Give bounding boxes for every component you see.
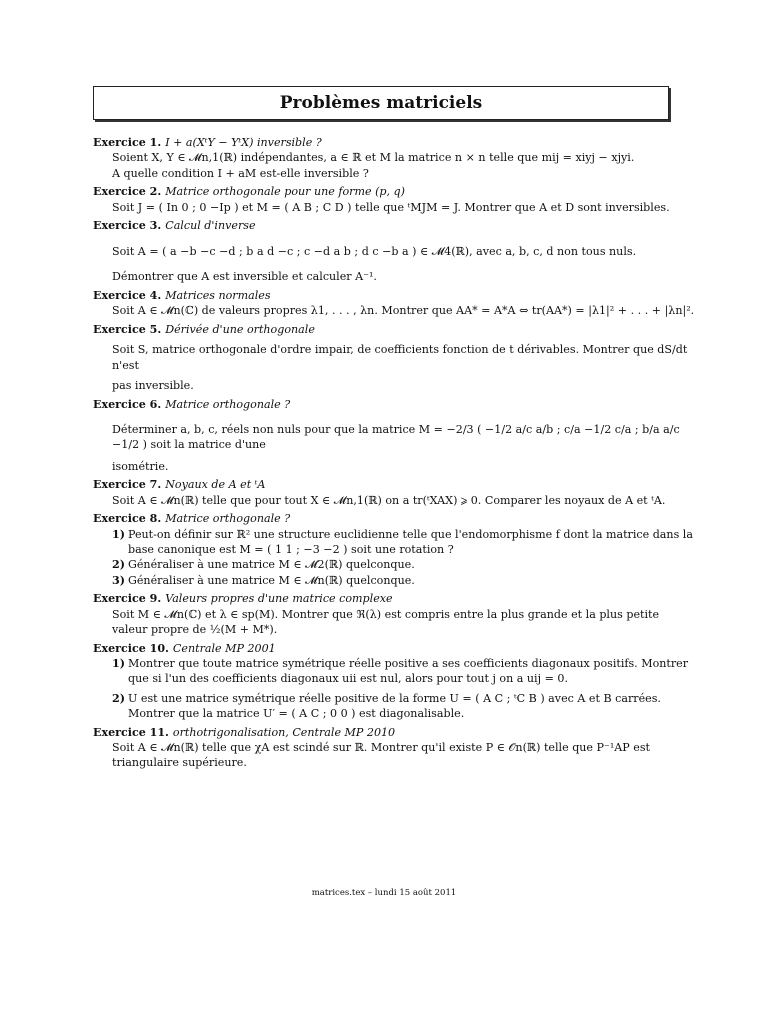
page-title: Problèmes matriciels <box>93 86 669 120</box>
exercise-9 <box>93 591 698 637</box>
item-number: 2) <box>112 691 125 705</box>
item-number: 1) <box>112 657 125 671</box>
exercise-label: Exercice 11. <box>93 725 169 739</box>
exercise-label: Exercice 8. <box>93 512 162 526</box>
list-item <box>112 691 698 722</box>
exercise-line: valeur propre de ½(M + M*). <box>112 623 278 637</box>
exercise-line: Déterminer a, b, c, réels non nuls pour que la matrice M = −2/3 ( −1/2 a/c a/b ; c/a −1/2 c/a ; b/a a/c −1/2 ) soit la matrice d'une <box>112 422 680 452</box>
exercise-label: Exercice 7. <box>93 478 162 492</box>
exercise-label: Exercice 1. <box>93 136 162 149</box>
item-text: Généraliser à une matrice M ∈ 𝓜2(ℝ) quelconque. <box>128 558 415 572</box>
exercise-line: Soit A ∈ 𝓜n(ℝ) telle que χA est scindé sur ℝ. Montrer qu'il existe P ∈ 𝒪n(ℝ) telle que P⁻¹AP est <box>112 741 651 755</box>
exercise-subtitle: Noyaux de A et ᵗA <box>165 478 266 492</box>
exercise-6 <box>93 397 698 474</box>
exercise-label: Exercice 9. <box>93 592 162 606</box>
item-text: U est une matrice symétrique réelle positive de la forme U = ( A C ; ᵗC B ) avec A et B carrées. Montrer que la matrice U′ = ( A C ; 0 0 ) est diagonalisable. <box>128 691 661 720</box>
exercise-line: Soit A = ( a −b −c −d ; b a d −c ; c −d a b ; d c −b a ) ∈ 𝓜4(ℝ), avec a, b, c, d non tous nuls. <box>112 244 637 258</box>
exercise-subtitle: Calcul d'inverse <box>165 219 256 233</box>
exercise-line: isométrie. <box>112 459 169 473</box>
exercise-subtitle: Dérivée d'une orthogonale <box>165 322 315 336</box>
exercise-5 <box>93 322 698 393</box>
item-number: 2) <box>112 558 125 572</box>
exercise-subtitle: Valeurs propres d'une matrice complexe <box>165 592 393 606</box>
exercise-list <box>93 135 698 774</box>
exercise-subtitle: I + a(XᵗY − YᵗX) inversible ? <box>165 136 322 149</box>
exercise-line: A quelle condition I + aM est-elle inversible ? <box>112 166 369 180</box>
exercise-line: Soit J = ( In 0 ; 0 −Ip ) et M = ( A B ; C D ) telle que ᵗMJM = J. Montrer que A et D sont inversibles. <box>112 200 670 214</box>
list-item <box>112 527 698 558</box>
item-number: 3) <box>112 573 125 587</box>
exercise-label: Exercice 6. <box>93 397 162 411</box>
item-text: Montrer que toute matrice symétrique réelle positive a ses coefficients diagonaux positifs. Montrer que si l'un des coefficients diagonaux uii est nul, alors pour tout j on a uij = 0. <box>128 657 689 686</box>
exercise-subtitle: orthotrigonalisation, Centrale MP 2010 <box>172 725 396 739</box>
exercise-line: Soit A ∈ 𝓜n(ℝ) telle que pour tout X ∈ 𝓜n,1(ℝ) on a tr(ᵗXAX) ⩾ 0. Comparer les noyaux de A et ᵗA. <box>112 493 666 507</box>
exercise-subtitle: Matrices normales <box>165 288 271 302</box>
item-number: 1) <box>112 527 125 541</box>
exercise-subtitle: Matrice orthogonale ? <box>165 397 291 411</box>
exercise-label: Exercice 10. <box>93 641 169 655</box>
exercise-10 <box>93 641 698 721</box>
exercise-line: Soit M ∈ 𝓜n(ℂ) et λ ∈ sp(M). Montrer que ℜ(λ) est compris entre la plus grande et la plus petite <box>112 607 660 621</box>
exercise-7 <box>93 477 698 508</box>
item-text: Généraliser à une matrice M ∈ 𝓜n(ℝ) quelconque. <box>128 573 415 587</box>
exercise-line: Soit S, matrice orthogonale d'ordre impair, de coefficients fonction de t dérivables. Montrer que dS/dt n'est <box>112 343 688 372</box>
exercise-line: Soit A ∈ 𝓜n(ℂ) de valeurs propres λ1, . . . , λn. Montrer que AA* = A*A ⇔ tr(AA*) = |λ1|² + . . . + |λn|². <box>112 304 695 318</box>
exercise-label: Exercice 4. <box>93 288 162 302</box>
exercise-8 <box>93 511 698 587</box>
list-item <box>112 557 698 572</box>
list-item <box>112 656 698 687</box>
exercise-subtitle: Matrice orthogonale pour une forme (p, q) <box>165 185 405 199</box>
exercise-label: Exercice 5. <box>93 322 162 336</box>
page-footer: matrices.tex – lundi 15 août 2011 <box>311 888 457 898</box>
list-item <box>112 573 698 588</box>
exercise-1 <box>93 135 698 181</box>
exercise-line: triangulaire supérieure. <box>112 756 247 770</box>
exercise-line: Démontrer que A est inversible et calculer A⁻¹. <box>112 270 377 284</box>
exercise-label: Exercice 3. <box>93 219 162 233</box>
exercise-label: Exercice 2. <box>93 185 162 199</box>
exercise-subtitle: Matrice orthogonale ? <box>165 512 291 526</box>
exercise-4 <box>93 288 698 319</box>
item-text: Peut-on définir sur ℝ² une structure euclidienne telle que l'endomorphisme f dont la matrice dans la base canonique est M = ( 1 1 ; −3 −2 ) soit une rotation ? <box>128 527 693 557</box>
exercise-3 <box>93 218 698 284</box>
exercise-line: pas inversible. <box>112 378 194 392</box>
exercise-2 <box>93 184 698 215</box>
exercise-line: Soient X, Y ∈ 𝓜n,1(ℝ) indépendantes, a ∈ ℝ et M la matrice n × n telle que mij = xiyj − xjyi. <box>112 151 635 165</box>
exercise-11 <box>93 725 698 771</box>
exercise-subtitle: Centrale MP 2001 <box>172 641 276 655</box>
